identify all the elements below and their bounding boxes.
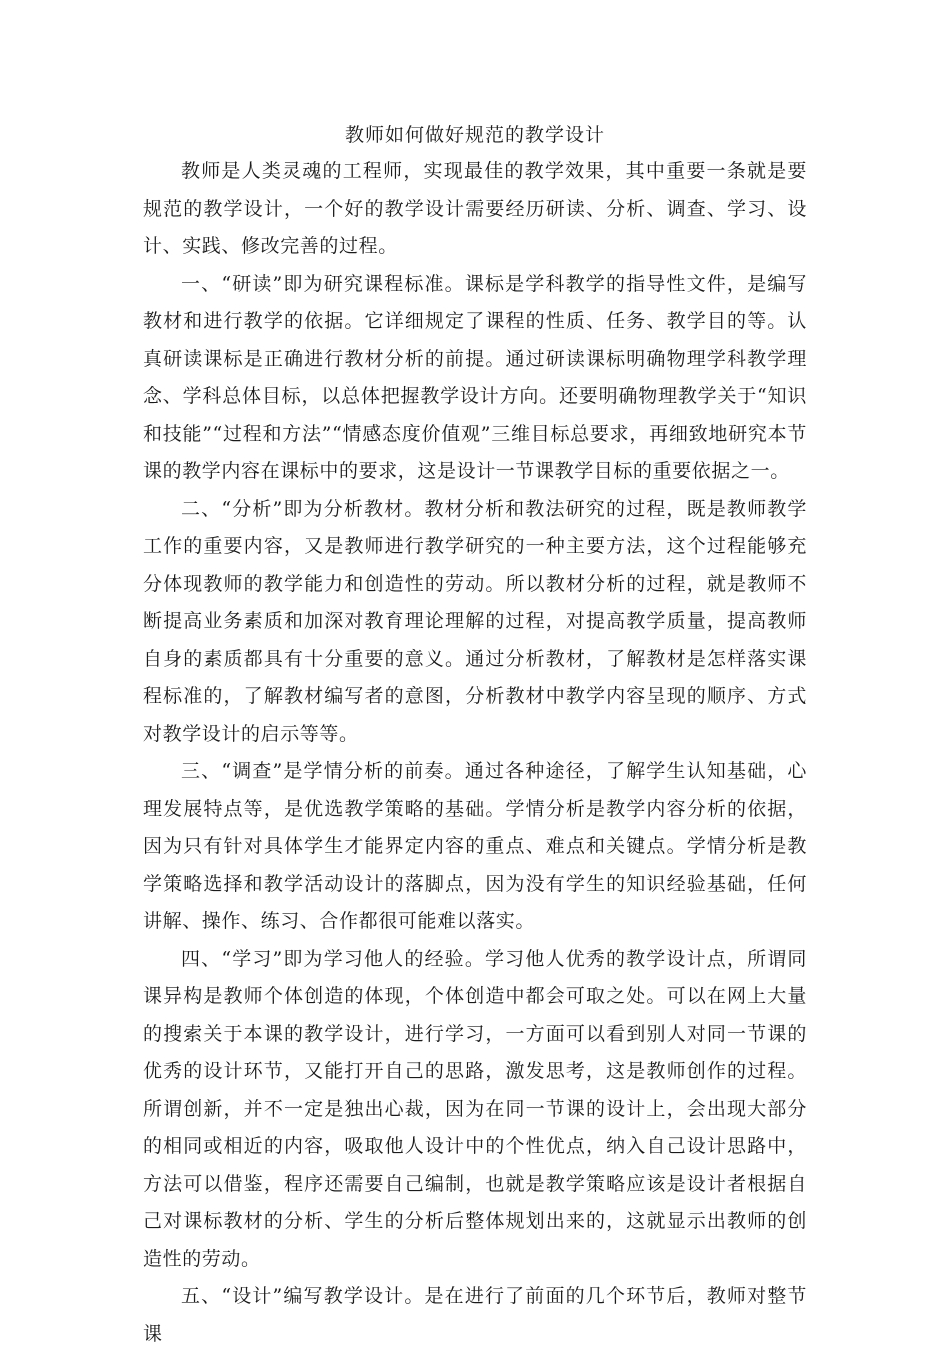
paragraph-section-2-analysis: 二、“分析”即为分析教材。教材分析和教法研究的过程，既是教师教学工作的重要内容，又是教师进行教学研究的一种主要方法，这个过程能够充分体现教师的教学能力和创造性的劳动。所以教材分析的过程，就是教师不断提高业务素质和加深对教育理论理解的过程，对提高教学质量，提高教师自身的素质都具有十分重要的意义。通过分析教材，了解教材是怎样落实课程标准的，了解教材编写者的意图，分析教材中教学内容呈现的顺序、方式对教学设计的启示等等。 — [143, 497, 807, 745]
paragraph-section-3-survey: 三、“调查”是学情分析的前奏。通过各种途径，了解学生认知基础，心理发展特点等，是优选教学策略的基础。学情分析是教学内容分析的依据，因为只有针对具体学生才能界定内容的重点、难点和关键点。学情分析是教学策略选择和教学活动设计的落脚点，因为没有学生的知识经验基础，任何讲解、操作、练习、合作都很可能难以落实。 — [143, 760, 807, 932]
paragraph-section-1-study: 一、“研读”即为研究课程标准。课标是学科教学的指导性文件，是编写教材和进行教学的依据。它详细规定了课程的性质、任务、教学目的等。认真研读课标是正确进行教材分析的前提。通过研读课标明确物理学科教学理念、学科总体目标，以总体把握教学设计方向。还要明确物理教学关于“知识和技能”“过程和方法”“情感态度价值观”三维目标总要求，再细致地研究本节课的教学内容在课标中的要求，这是设计一节课教学目标的重要依据之一。 — [143, 272, 807, 482]
paragraph-section-4-learning: 四、“学习”即为学习他人的经验。学习他人优秀的教学设计点，所谓同课异构是教师个体创造的体现，个体创造中都会可取之处。可以在网上大量的搜索关于本课的教学设计，进行学习，一方面可以看到别人对同一节课的优秀的设计环节，又能打开自己的思路，激发思考，这是教师创作的过程。所谓创新，并不一定是独出心裁，因为在同一节课的设计上，会出现大部分的相同或相近的内容，吸取他人设计中的个性优点，纳入自己设计思路中，方法可以借鉴，程序还需要自己编制，也就是教学策略应该是设计者根据自己对课标教材的分析、学生的分析后整体规划出来的，这就显示出教师的创造性的劳动。 — [143, 947, 807, 1270]
paragraph-section-5-design: 五、“设计”编写教学设计。是在进行了前面的几个环节后，教师对整节课 — [143, 1285, 807, 1345]
paragraph-intro: 教师是人类灵魂的工程师，实现最佳的教学效果，其中重要一条就是要规范的教学设计，一个好的教学设计需要经历研读、分析、调查、学习、设计、实践、修改完善的过程。 — [143, 160, 807, 257]
document-title: 教师如何做好规范的教学设计 — [344, 124, 605, 146]
document-body — [143, 117, 807, 1353]
